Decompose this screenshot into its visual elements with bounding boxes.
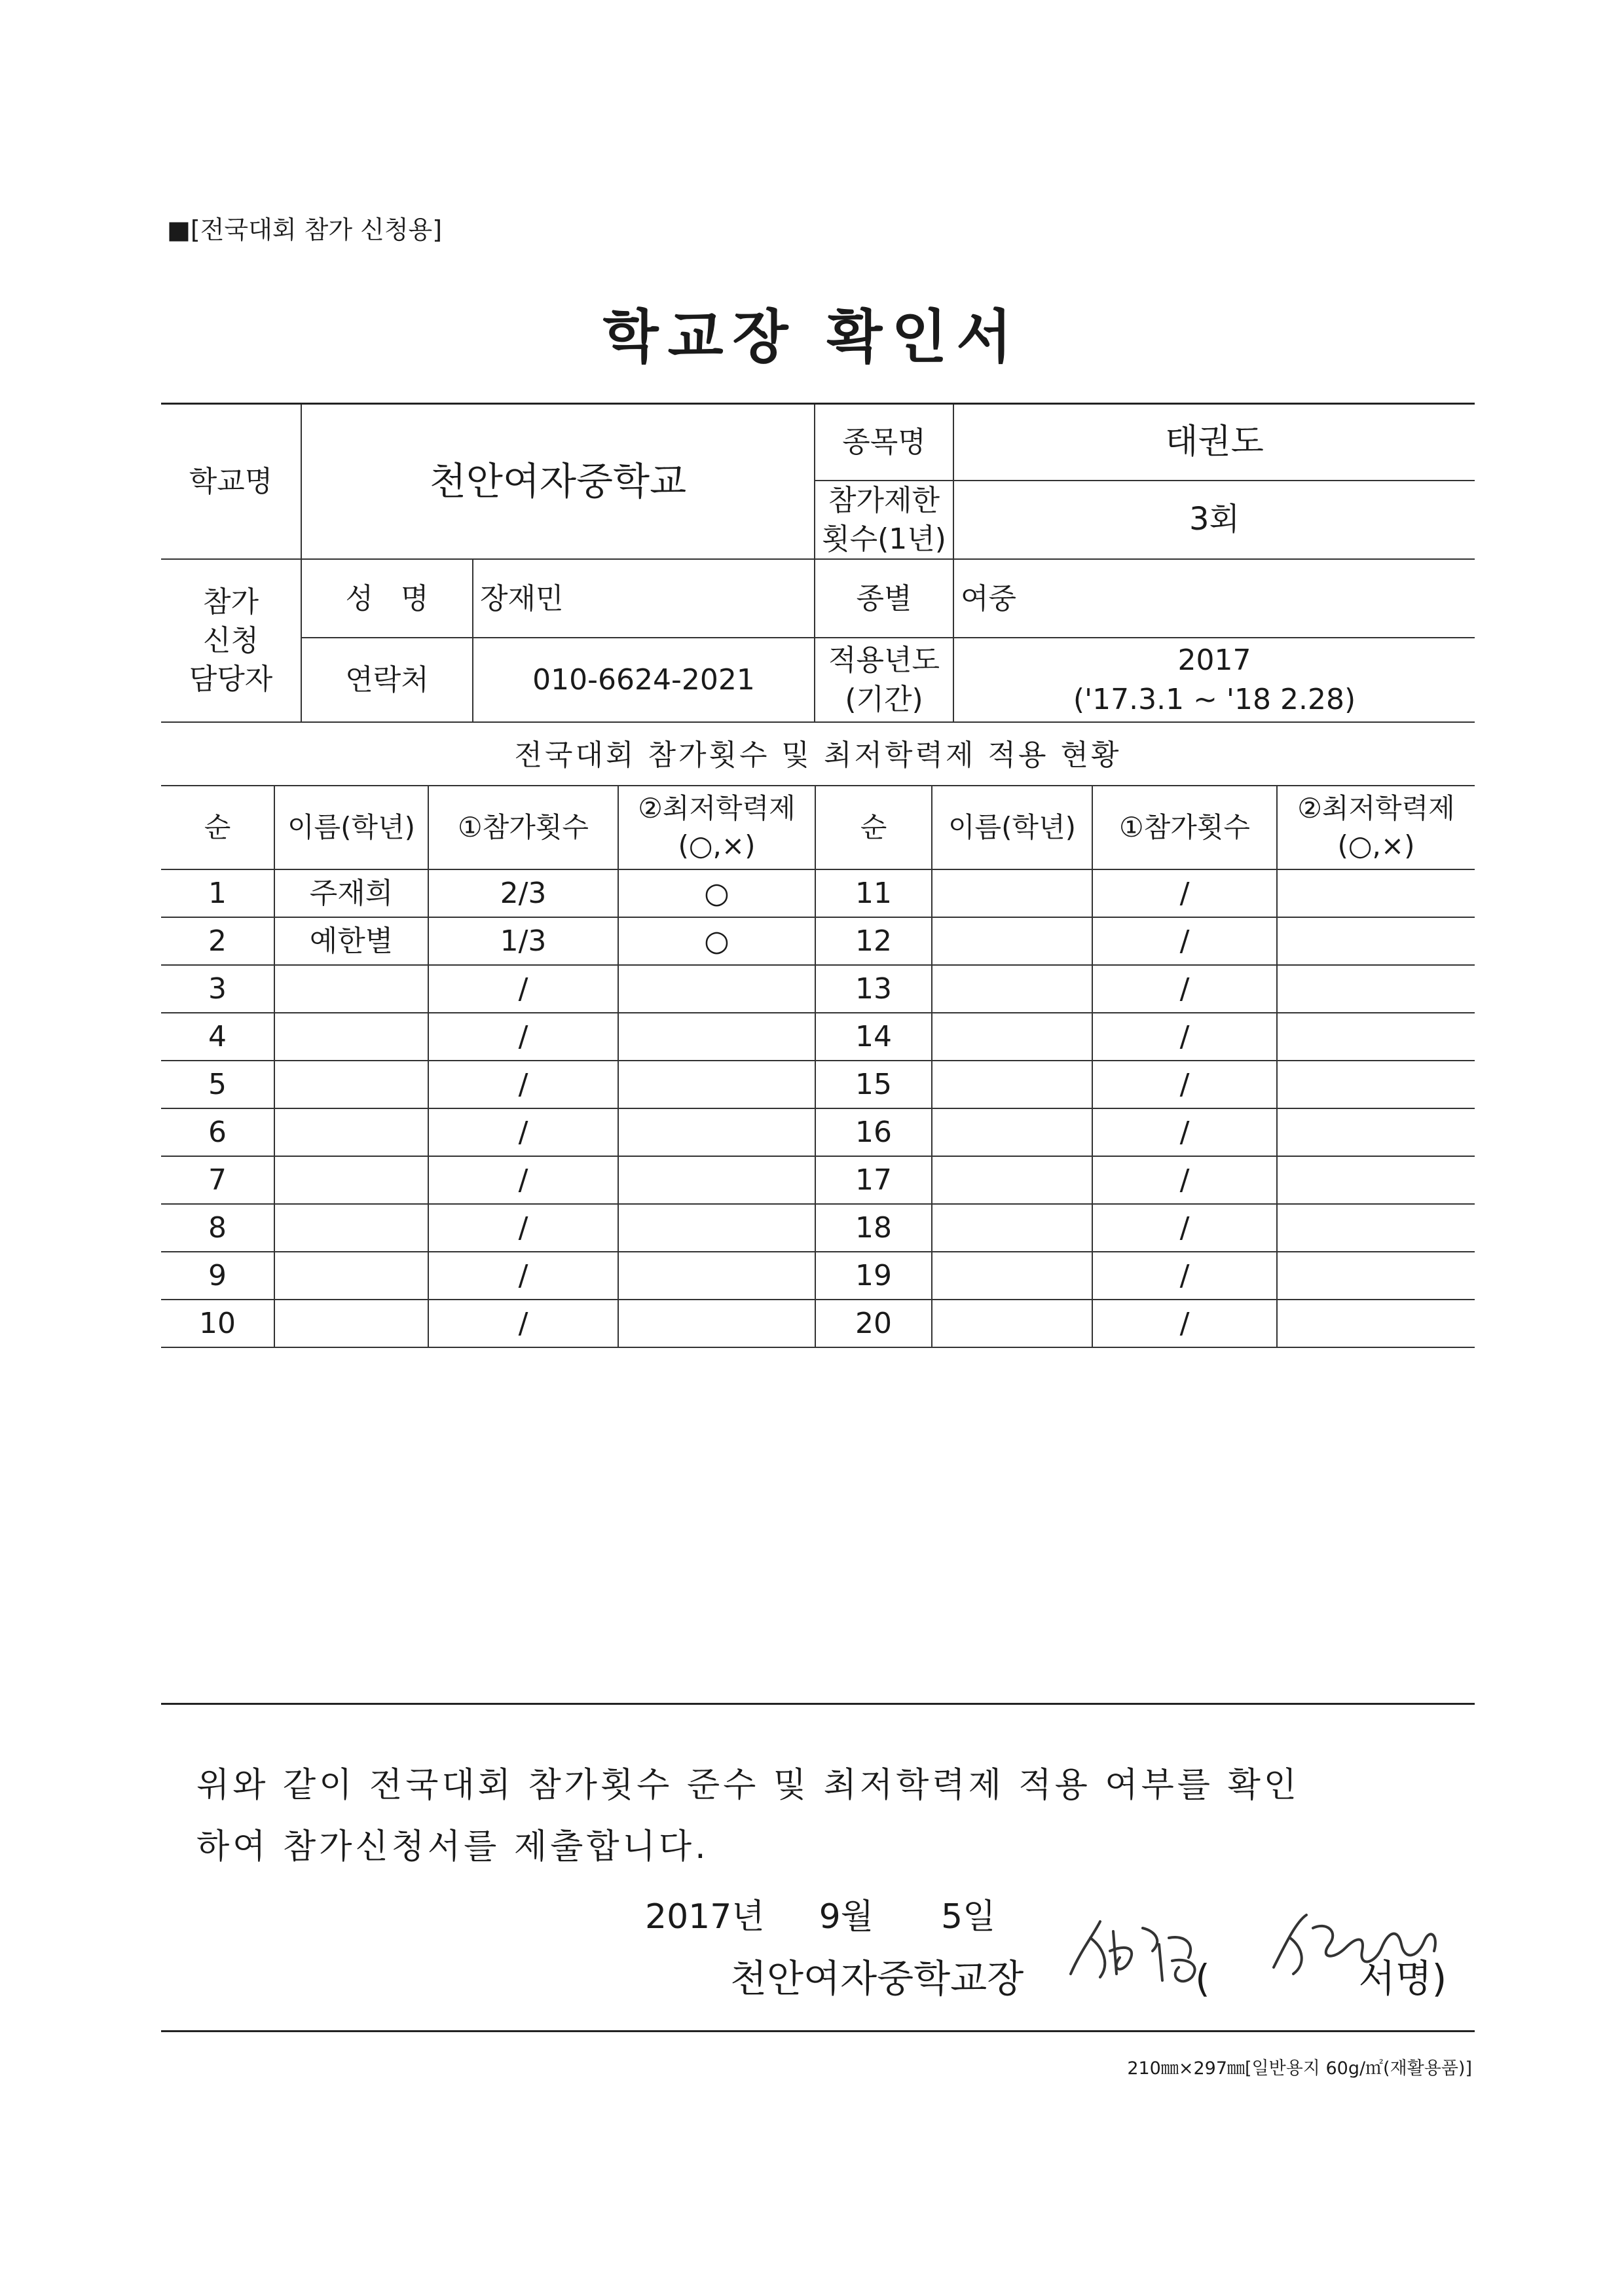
row-min-standard [618, 965, 815, 1013]
header-seq: 순 [161, 786, 274, 869]
row-count: / [428, 965, 618, 1013]
form-type-label: ■[전국대회 참가 신청용] [167, 215, 443, 244]
table-header-row [161, 786, 1475, 869]
statement-line-1: 위와 같이 전국대회 참가횟수 준수 및 최저학력제 적용 여부를 확인 [196, 1766, 1301, 1805]
row-min-standard [1277, 1061, 1475, 1108]
row-min-standard [618, 1204, 815, 1252]
header-min-standard [618, 786, 815, 869]
row-min-standard [618, 1013, 815, 1061]
applicant-label [161, 559, 301, 722]
paper-size-note: 210㎜×297㎜[일반용지 60g/㎡(재활용품)] [1127, 2058, 1472, 2079]
applicable-year: 2017 [1177, 644, 1251, 678]
row-name [274, 965, 428, 1013]
row-count: / [1092, 869, 1277, 917]
row-seq: 20 [815, 1300, 932, 1347]
header-min-standard-line2: (○,×) [678, 829, 756, 862]
row-seq: 6 [161, 1108, 274, 1156]
table-row [161, 1252, 1475, 1300]
row-seq: 7 [161, 1156, 274, 1204]
row-min-standard: ○ [618, 917, 815, 965]
row-min-standard [1277, 1300, 1475, 1347]
row-min-standard [1277, 1252, 1475, 1300]
statement-line-2: 하여 참가신청서를 제출합니다. [196, 1827, 709, 1867]
row-seq: 10 [161, 1300, 274, 1347]
table-row [161, 1013, 1475, 1061]
table-row [161, 1204, 1475, 1252]
row-count: / [428, 1156, 618, 1204]
row-seq: 18 [815, 1204, 932, 1252]
table-row [161, 1108, 1475, 1156]
table-row [161, 965, 1475, 1013]
row-seq: 11 [815, 869, 932, 917]
table-row [161, 869, 1475, 917]
row-count: / [1092, 1013, 1277, 1061]
school-name-value: 천안여자중학교 [301, 404, 815, 560]
row-min-standard [1277, 917, 1475, 965]
row-min-standard [618, 1108, 815, 1156]
row-name: 주재희 [274, 869, 428, 917]
row-count: 1/3 [428, 917, 618, 965]
participation-limit-label-line1: 참가제한 [828, 483, 940, 517]
contact-phone-label: 연락처 [301, 638, 473, 722]
contact-name-label: 성 명 [301, 559, 473, 638]
row-name [274, 1204, 428, 1252]
participation-limit-value: 3회 [953, 481, 1475, 560]
row-name: 예한별 [274, 917, 428, 965]
row-count: / [1092, 1061, 1277, 1108]
row-min-standard [1277, 1156, 1475, 1204]
date-month: 9월 [819, 1897, 874, 1937]
row-count: / [1092, 1204, 1277, 1252]
row-seq: 16 [815, 1108, 932, 1156]
division-label: 종별 [815, 559, 953, 638]
applicant-label-line1: 참가 [202, 585, 259, 619]
row-min-standard [1277, 1013, 1475, 1061]
row-name [274, 1013, 428, 1061]
event-value: 태권도 [953, 404, 1475, 481]
footer-rule [161, 2030, 1475, 2032]
row-min-standard [1277, 1204, 1475, 1252]
date-day: 5일 [941, 1897, 996, 1937]
submission-date [645, 1889, 995, 1938]
applicant-label-line3: 담당자 [189, 663, 273, 697]
contact-name-value: 장재민 [473, 559, 815, 638]
row-count: / [1092, 1252, 1277, 1300]
applicable-year-label-line2: (기간) [845, 682, 923, 716]
row-name [932, 1013, 1092, 1061]
row-min-standard: ○ [618, 869, 815, 917]
participation-status-table [161, 785, 1475, 1348]
row-min-standard [1277, 869, 1475, 917]
row-name [932, 1252, 1092, 1300]
row-count: / [1092, 1300, 1277, 1347]
row-count: / [1092, 965, 1277, 1013]
date-year: 2017년 [645, 1897, 765, 1937]
header-name: 이름(학년) [274, 786, 428, 869]
row-name [274, 1061, 428, 1108]
row-name [932, 869, 1092, 917]
row-seq: 5 [161, 1061, 274, 1108]
row-seq: 9 [161, 1252, 274, 1300]
row-count: 2/3 [428, 869, 618, 917]
division-value: 여중 [953, 559, 1475, 638]
applicable-year-value [953, 638, 1475, 722]
row-min-standard [618, 1300, 815, 1347]
principal-title: 천안여자중학교장 [730, 1956, 1024, 2001]
table-row [161, 1300, 1475, 1347]
participation-limit-label [815, 481, 953, 560]
table-row [161, 917, 1475, 965]
school-name-label: 학교명 [161, 404, 301, 560]
signature-open-paren: ( [1195, 1956, 1210, 2001]
applicable-year-label [815, 638, 953, 722]
principal-signature [1267, 1908, 1444, 1987]
row-seq: 19 [815, 1252, 932, 1300]
row-name [932, 1156, 1092, 1204]
row-min-standard [1277, 965, 1475, 1013]
status-section-title: 전국대회 참가횟수 및 최저학력제 적용 현황 [161, 722, 1475, 787]
row-min-standard [618, 1156, 815, 1204]
row-name [932, 917, 1092, 965]
row-count: / [428, 1204, 618, 1252]
row-count: / [428, 1300, 618, 1347]
row-seq: 15 [815, 1061, 932, 1108]
row-name [274, 1300, 428, 1347]
row-seq: 12 [815, 917, 932, 965]
row-count: / [1092, 1108, 1277, 1156]
header-min-standard [1277, 786, 1475, 869]
row-name [932, 1300, 1092, 1347]
row-seq: 1 [161, 869, 274, 917]
handwritten-name-signature [1064, 1912, 1221, 1990]
row-count: / [1092, 917, 1277, 965]
row-name [274, 1108, 428, 1156]
table-row [161, 1061, 1475, 1108]
row-name [932, 1204, 1092, 1252]
row-name [932, 965, 1092, 1013]
event-label: 종목명 [815, 404, 953, 481]
header-min-standard-line2: (○,×) [1337, 829, 1415, 862]
header-count: ①참가횟수 [428, 786, 618, 869]
row-min-standard [618, 1252, 815, 1300]
row-seq: 2 [161, 917, 274, 965]
row-count: / [428, 1108, 618, 1156]
row-seq: 4 [161, 1013, 274, 1061]
contact-phone-value: 010-6624-2021 [473, 638, 815, 722]
row-seq: 8 [161, 1204, 274, 1252]
row-name [932, 1061, 1092, 1108]
header-count: ①참가횟수 [1092, 786, 1277, 869]
applicant-label-line2: 신청 [202, 624, 259, 658]
header-seq: 순 [815, 786, 932, 869]
header-name: 이름(학년) [932, 786, 1092, 869]
row-min-standard [1277, 1108, 1475, 1156]
confirmation-statement [196, 1755, 1454, 1878]
header-min-standard-line1: ②최저학력제 [638, 792, 796, 825]
signature-close-paren: 서명) [1358, 1956, 1447, 2001]
row-name [274, 1156, 428, 1204]
row-seq: 13 [815, 965, 932, 1013]
participation-limit-label-line2: 횟수(1년) [822, 522, 946, 556]
statement-top-rule [161, 1703, 1475, 1705]
row-count: / [428, 1013, 618, 1061]
row-count: / [428, 1252, 618, 1300]
row-count: / [1092, 1156, 1277, 1204]
row-seq: 3 [161, 965, 274, 1013]
info-table [161, 403, 1475, 787]
row-count: / [428, 1061, 618, 1108]
table-row [161, 1156, 1475, 1204]
row-min-standard [618, 1061, 815, 1108]
row-name [274, 1252, 428, 1300]
applicable-year-label-line1: 적용년도 [828, 644, 940, 678]
header-min-standard-line1: ②최저학력제 [1297, 792, 1455, 825]
row-seq: 14 [815, 1013, 932, 1061]
applicable-period: ('17.3.1 ~ '18 2.28) [1073, 682, 1356, 716]
document-title: 학교장 확인서 [602, 303, 1022, 371]
row-seq: 17 [815, 1156, 932, 1204]
row-name [932, 1108, 1092, 1156]
